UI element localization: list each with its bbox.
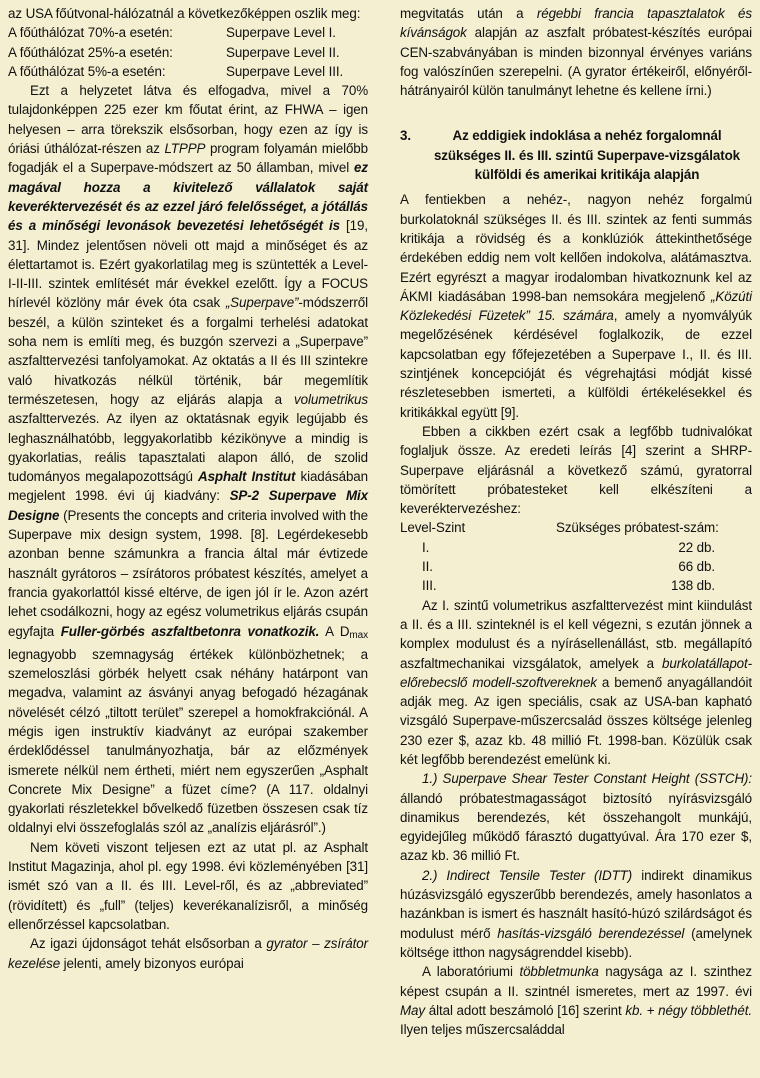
level-row (8, 62, 368, 81)
level-row-level: Superpave Level I. (226, 25, 336, 41)
level-row-level: Superpave Level III. (226, 63, 344, 79)
specimen-table-header (400, 518, 752, 537)
table-header-level: Level-Szint (400, 520, 466, 536)
paragraph-volumetric: Az I. szintű volumetrikus aszfalttervezést mint kiindulást a II. és a III. szinteknél is el kell végezni, s ezután jönnek a komplex modulust és a nyírásellenállást, stb. megállapító aszfaltmechanikai vizsgálatok, amelyek a burkolatállapot-előrebecslő modell-szoftvereknek a bemenő anyagállandóit adják meg. Az igen speciális, csak az USA-ban kapható vizsgáló Superpave-műszercsalád összes költsége jelenleg 230 ezer $, azaz kb. 48 millió Ft. 1998-ban. Közülük csak két legfőbb berendezést emelünk ki. (400, 597, 752, 767)
table-header-count: Szükséges próbatest-szám: (556, 520, 719, 536)
intro-text: az USA főútvonal-hálózatnál a következőképpen oszlik meg: (8, 6, 361, 21)
level-row-share: A főúthálózat 5%-a esetén: (8, 63, 166, 79)
level-row-share: A főúthálózat 25%-a esetén: (8, 44, 173, 60)
level-row (8, 23, 368, 42)
paragraph-fhwa: Ezt a helyzetet látva és elfogadva, mivel a 70% tulajdonképpen 225 ezer km főutat érint, az FHWA – igen helyesen – arra törekszik elsősorban, hogy ezen az így is óriási úthálózat-részen az LTPPP program folyamán mielőbb fogadják el a Superpave-módszert az 50 államban, mivel ez magával hozza a kivitelező vállalatok saját keveréktervezését és az ezzel járó felelősséget, a jótállás és a minőségi levonások bevezetési lehetőségét is [19, 31]. Mindez jelentősen növeli ott majd a minőséget és az élettartamot is. Ezért gyakorlatilag meg is szüntették a Level-I-II-III. szintek említését már évekkel ezelőtt. Így a FOCUS hírlevél közlöny már évek óta csak „Superpave”-módszerről beszél, a külön szinteket és a forgalmi terhelési adatokat soha nem is említi meg, és buzgón szervezi a „Superpave” aszfalttervezési tanfolyamokat. Az oktatás a II és III szintekre való hivatkozás nélkül történik, bár megemlítik természetesen, hogy az eljárás alapja a volumetrikus aszfalttervezés. Az ilyen az oktatásnak egyik legújabb és leghasználhatóbb, leggyakorlatibb kézikönyve a mindig is gyakorlatias, reális tapasztalati alapon álló, de szolid tudományos megalapozottságú Asphalt Institut kiadásában megjelent 1998. évi új kiadvány: SP-2 Superpave Mix Designe (Presents the concepts and criteria involved with the Superpave mix design system, 1998. [8]. Legérdekesebb azonban benne számunkra a francia által már évtizede használt gyrátoros – zsírátoros próbatest készítés, amelyet a francia gyakorlattól kissé eltérve, de igen jól ír le. Azon azért lehet csodálkozni, hogy az egész volumetrikus eljárás csupán egyfajta Fuller-görbés aszfaltbetonra vonatkozik. A $D_{max}$ legnagyobb szemnagyság értékek különbözhetnek; a szemeloszlási görbék helyett csak néhány határpont van megadva, valamint az ásványi anyag befogadó hézagának növelését célzó „tiltott terület” szerepel a homokfrakciónál. A mégis igen instruktív kiadványt az európai szakember érdeklődéssel tanulmányozhatja, bár az előzmények ismerete nélkül nem értheti, miért nem egyszerűen „Asphalt Concrete Mix Designe” a füzet címe? (A 117. oldalnyi gyakorlati részletekkel bővelkedő füzetben összesen csak tíz oldalnyi elvi összefoglalás szól az „analízis eljárásról”.) (8, 83, 369, 836)
paragraph-idtt: 2.) Indirect Tensile Tester (IDTT) indirekt dinamikus húzásvizsgáló egyszerűbb berendezés, amely hasonlatos a hazánkban is ismert és használt hasító-húzó szilárdságot és modulust mérő hasítás-vizsgáló berendezéssel (amelynek költsége itthon nagyságrenddel kisebb). (400, 867, 753, 960)
right-column (400, 4, 752, 1039)
paragraph-asphalt-institut: Nem követi viszont teljesen ezt az utat pl. az Asphalt Institut Magazinja, ahol pl. egy 1998. évi közleményében [31] ismét szó van a II. és III. Level-ről, és az „abbreviated” (rövidített) és „full” (teljes) keverékanalízisről, a minőség ellenőrzéssel kapcsolatban. (8, 839, 368, 932)
section-number: 3. (400, 128, 411, 144)
paragraph-lab-work: A laboratóriumi többletmunka nagysága az I. szinthez képest csupán a II. szintnél ismeretes, mert az 1997. évi May által adott beszámoló [16] szerint kb. + négy többlethét. Ilyen teljes műszercsaláddal (400, 964, 752, 1038)
level-row (8, 43, 368, 62)
table-row: II. 66 db. (422, 559, 715, 575)
paragraph-sstch: 1.) Superpave Shear Tester Constant Height (SSTCH): állandó próbatestmagasságot biztosító nyírásvizsgáló dinamikus berendezés, két összehangolt munkájú, egyidejűleg működő fárasztó dugattyúval. Ára 170 ezer $, azaz kb. 36 millió Ft. (400, 771, 752, 864)
table-row: I. 22 db. (422, 539, 715, 555)
level-row-share: A főúthálózat 70%-a esetén: (8, 25, 173, 41)
section-title: Az eddigiek indoklása a nehéz forgalomnál szükséges II. és III. szintű Superpave-vizsgálatok külföldi és amerikai kritikája alapján (433, 128, 741, 183)
paragraph-gyrator: Az igazi újdonságot tehát elsősorban a gyrator – zsírátor kezelése jelenti, amely bizonyos európai (8, 936, 368, 971)
section-heading (400, 126, 752, 184)
paragraph-cen: megvitatás után a régebbi francia tapasztalatok és kívánságok alapján az aszfalt próbatest-készítés európai CEN-szabványában is minden bizonnyal érvényes variáns fog valószínűen szerepelni. (A gyrator értékeiről, előnyéről-hátrányairól külön tanulmányt lehetne és kellene írni.) (400, 6, 752, 99)
left-column (8, 4, 368, 973)
level-row-level: Superpave Level II. (226, 44, 340, 60)
table-row: III. 138 db. (422, 578, 715, 594)
paragraph-criticism: A fentiekben a nehéz-, nagyon nehéz forgalmú burkolatoknál szükséges II. és III. szintek az fenti summás kritikája a rövidség és a konklúziók áttekinthetősége érdekében eddig nem volt kellően indokolva, alátámasztva. Ezért egyrészt a magyar irodalomban hivatkoznunk kel az ÁKMI kiadásában 1998-ban nemsokára megjelenő „Közúti Közlekedési Füzetek” 15. számára, amely a nyomvályúk megelőzésének kérdésével foglalkozik, de ezzel kapcsolatban egy főfejezetében a Superpave I., II. és III. szintjének koncepcióját és végrehajtási módját kissé részletesebben ismerteti, a külföldi értékelésekkel és kritikákkal együtt [9]. (400, 192, 752, 420)
paragraph-summary: Ebben a cikkben ezért csak a legfőbb tudnivalókat foglaljuk össze. Az eredeti leírás [4] szerint a SHRP-Superpave eljárásnál a következő számú, gyratorral tömörített próbatesteket kell elkészíteni a keveréktervezéshez: (400, 423, 752, 517)
